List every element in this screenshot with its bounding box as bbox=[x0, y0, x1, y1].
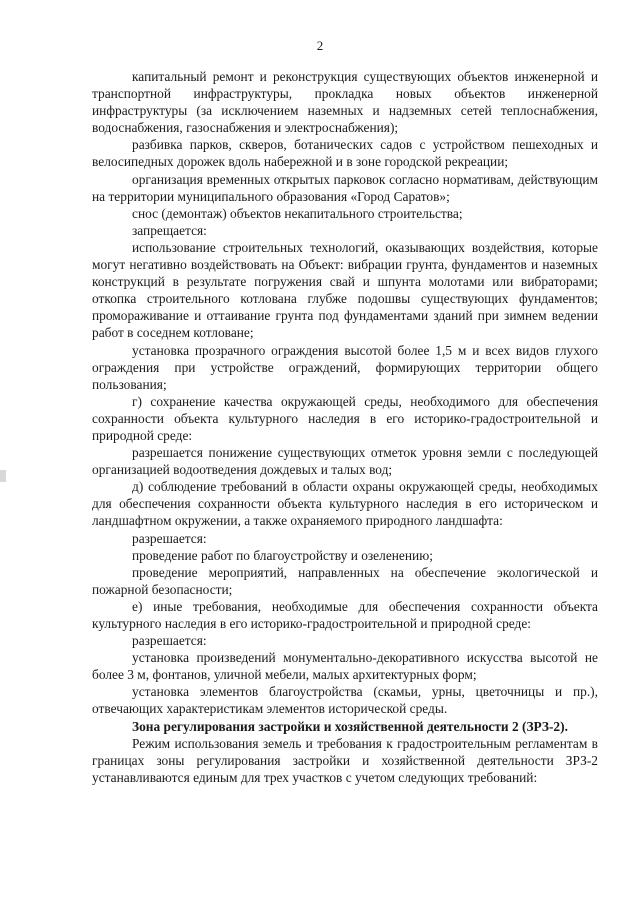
paragraph: д) соблюдение требований в области охраны окружающей среды, необходимых для обеспечения сохранности объекта культурного наследия в его историческом и ландшафтном окружении, а также охраняемого природного ландшафта: bbox=[92, 479, 598, 529]
paragraph: установка произведений монументально-декоративного искусства высотой не более 3 м, фонтанов, уличной мебели, малых архитектурных форм; bbox=[92, 650, 598, 683]
paragraph: проведение мероприятий, направленных на обеспечение экологической и пожарной безопасности; bbox=[92, 564, 598, 597]
paragraph: разрешается: bbox=[132, 633, 207, 649]
paragraph: проведение работ по благоустройству и озеленению; bbox=[132, 547, 433, 563]
document-body bbox=[92, 68, 598, 786]
paragraph: Режим использования земель и требования к градостроительным регламентам в границах зоны регулирования застройки и хозяйственной деятельности ЗРЗ-2 устанавливаются единым для трех участков с учетом следующих требований: bbox=[92, 735, 598, 785]
paragraph: г) сохранение качества окружающей среды, необходимого для обеспечения сохранности объекта культурного наследия в его историко-градостроительной и природной среде: bbox=[92, 393, 598, 443]
paragraph: разбивка парков, скверов, ботанических садов с устройством пешеходных и велосипедных дорожек вдоль набережной и в зоне городской рекреации; bbox=[92, 137, 598, 170]
paragraph: капитальный ремонт и реконструкция существующих объектов инженерной и транспортной инфраструктуры, прокладка новых объектов инженерной инфраструктуры (за исключением наземных и надземных сетей теплоснабжения, водоснабжения, газоснабжения и электроснабжения); bbox=[92, 69, 598, 136]
paragraph: организация временных открытых парковок согласно нормативам, действующим на территории муниципального образования «Город Саратов»; bbox=[92, 171, 598, 204]
section-heading: Зона регулирования застройки и хозяйственной деятельности 2 (ЗРЗ-2). bbox=[132, 718, 568, 734]
paragraph: запрещается: bbox=[132, 222, 207, 238]
page-number: 2 bbox=[316, 38, 324, 53]
paragraph: снос (демонтаж) объектов некапитального строительства; bbox=[132, 205, 463, 221]
paragraph: разрешается: bbox=[132, 530, 207, 546]
paragraph: е) иные требования, необходимые для обеспечения сохранности объекта культурного наследия в его историко-градостроительной и природной среде: bbox=[92, 598, 598, 631]
scan-edge-mark bbox=[0, 470, 6, 482]
paragraph: установка элементов благоустройства (скамьи, урны, цветочницы и пр.), отвечающих характеристикам элементов исторической среды. bbox=[92, 684, 598, 717]
paragraph: использование строительных технологий, оказывающих воздействия, которые могут негативно воздействовать на Объект: вибрации грунта, фундаментов и наземных конструкций в результате погружения свай и шпунта молотами или вибраторами; откопка строительного котлована глубже подошвы существующих фундаментов; промораживание и оттаивание грунта под фундаментами зданий при зимнем ведении работ в соседнем котловане; bbox=[92, 239, 598, 341]
paragraph: разрешается понижение существующих отметок уровня земли с последующей организацией водоотведения дождевых и талых вод; bbox=[92, 445, 598, 478]
paragraph: установка прозрачного ограждения высотой более 1,5 м и всех видов глухого ограждения при устройстве ограждений, формирующих территории общего пользования; bbox=[92, 342, 598, 392]
